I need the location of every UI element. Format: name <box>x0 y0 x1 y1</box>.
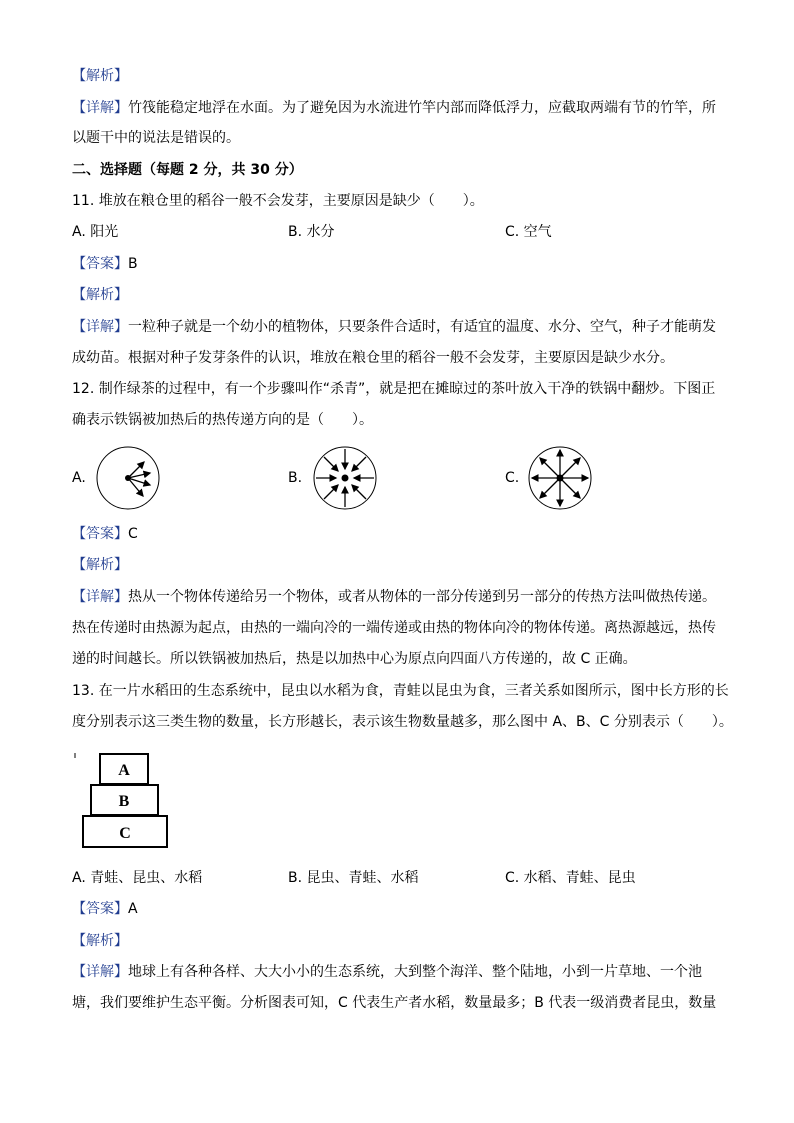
q12-option-a-label: A. <box>72 470 86 486</box>
q12-option-c-diagram <box>526 444 594 512</box>
answer-tag: 【答案】 <box>72 526 128 542</box>
question-13-stem: 13. 在一片水稻田的生态系统中，昆虫以水稻为食，青蛙以昆虫为食，三者关系如图所示，图中长方形的长 <box>72 683 729 699</box>
explanation-line: 热从一个物体传递给另一个物体，或者从物体的一部分传递到另一部分的传热方法叫做热传递。 <box>128 589 716 605</box>
section-title: 二、选择题（每题 2 分，共 30 分） <box>72 162 303 178</box>
answer-tag: 【答案】 <box>72 256 128 272</box>
q13-option-b: B. 昆虫、青蛙、水稻 <box>288 870 419 886</box>
answer-value: C <box>128 526 138 542</box>
q11-option-c: C. 空气 <box>505 224 552 240</box>
q13-pyramid-diagram <box>72 750 176 850</box>
explanation-line: 递的时间越长。所以铁锅被加热后，热是以加热中心为原点向四面八方传递的，故 C 正确。 <box>72 651 637 667</box>
explanation-line: 塘，我们要维护生态平衡。分析图表可知，C 代表生产者水稻，数量最多；B 代表一级消费者昆虫，数量 <box>72 995 717 1011</box>
question-11-stem: 11. 堆放在粮仓里的稻谷一般不会发芽，主要原因是缺少（ ）。 <box>72 193 484 209</box>
q11-option-a: A. 阳光 <box>72 224 119 240</box>
answer-line <box>72 254 138 274</box>
pyramid-label-a: A <box>118 762 130 779</box>
pyramid-label-c: C <box>119 825 131 842</box>
explanation-text <box>72 962 702 982</box>
q11-option-b: B. 水分 <box>288 224 335 240</box>
explanation-line: 以题干中的说法是错误的。 <box>72 130 240 146</box>
q12-option-b-label: B. <box>288 470 303 486</box>
explanation-text <box>72 317 716 337</box>
q13-option-a: A. 青蛙、昆虫、水稻 <box>72 870 203 886</box>
q12-option-a-diagram <box>94 444 162 512</box>
explanation-text <box>72 587 716 607</box>
jiexi-tag: 【解析】 <box>72 557 128 573</box>
xiangjie-tag: 【详解】 <box>72 964 128 980</box>
answer-value: B <box>128 256 138 272</box>
q13-option-c: C. 水稻、青蛙、昆虫 <box>505 870 636 886</box>
answer-line <box>72 899 138 919</box>
jiexi-tag: 【解析】 <box>72 933 128 949</box>
xiangjie-tag: 【详解】 <box>72 319 128 335</box>
answer-value: A <box>128 901 138 917</box>
question-12-stem-cont: 确表示铁锅被加热后的热传递方向的是（ ）。 <box>72 412 373 428</box>
xiangjie-tag: 【详解】 <box>72 100 128 116</box>
jiexi-tag: 【解析】 <box>72 287 128 303</box>
explanation-line: 地球上有各种各样、大大小小的生态系统，大到整个海洋、整个陆地，小到一片草地、一个池 <box>128 964 702 980</box>
explanation-line: 一粒种子就是一个幼小的植物体，只要条件合适时，有适宜的温度、水分、空气，种子才能萌发 <box>128 319 716 335</box>
question-13-stem-cont: 度分别表示这三类生物的数量，长方形越长，表示该生物数量越多，那么图中 A、B、C 分别表示（ ）。 <box>72 714 733 730</box>
jiexi-tag: 【解析】 <box>72 68 128 84</box>
answer-tag: 【答案】 <box>72 901 128 917</box>
explanation-line: 竹筏能稳定地浮在水面。为了避免因为水流进竹竿内部而降低浮力，应截取两端有节的竹竿，所 <box>128 100 716 116</box>
q12-option-b-diagram <box>311 444 379 512</box>
answer-line <box>72 524 138 544</box>
q12-option-c-label: C. <box>505 470 520 486</box>
explanation-text <box>72 98 716 118</box>
xiangjie-tag: 【详解】 <box>72 589 128 605</box>
question-12-stem: 12. 制作绿茶的过程中，有一个步骤叫作“杀青”，就是把在摊晾过的茶叶放入干净的铁锅中翻炒。下图正 <box>72 381 716 397</box>
pyramid-label-b: B <box>118 793 130 810</box>
explanation-line: 热在传递时由热源为起点，由热的一端向冷的一端传递或由热的物体向冷的物体传递。离热源越远，热传 <box>72 620 716 636</box>
explanation-line: 成幼苗。根据对种子发芽条件的认识，堆放在粮仓里的稻谷一般不会发芽，主要原因是缺少水分。 <box>72 350 674 366</box>
